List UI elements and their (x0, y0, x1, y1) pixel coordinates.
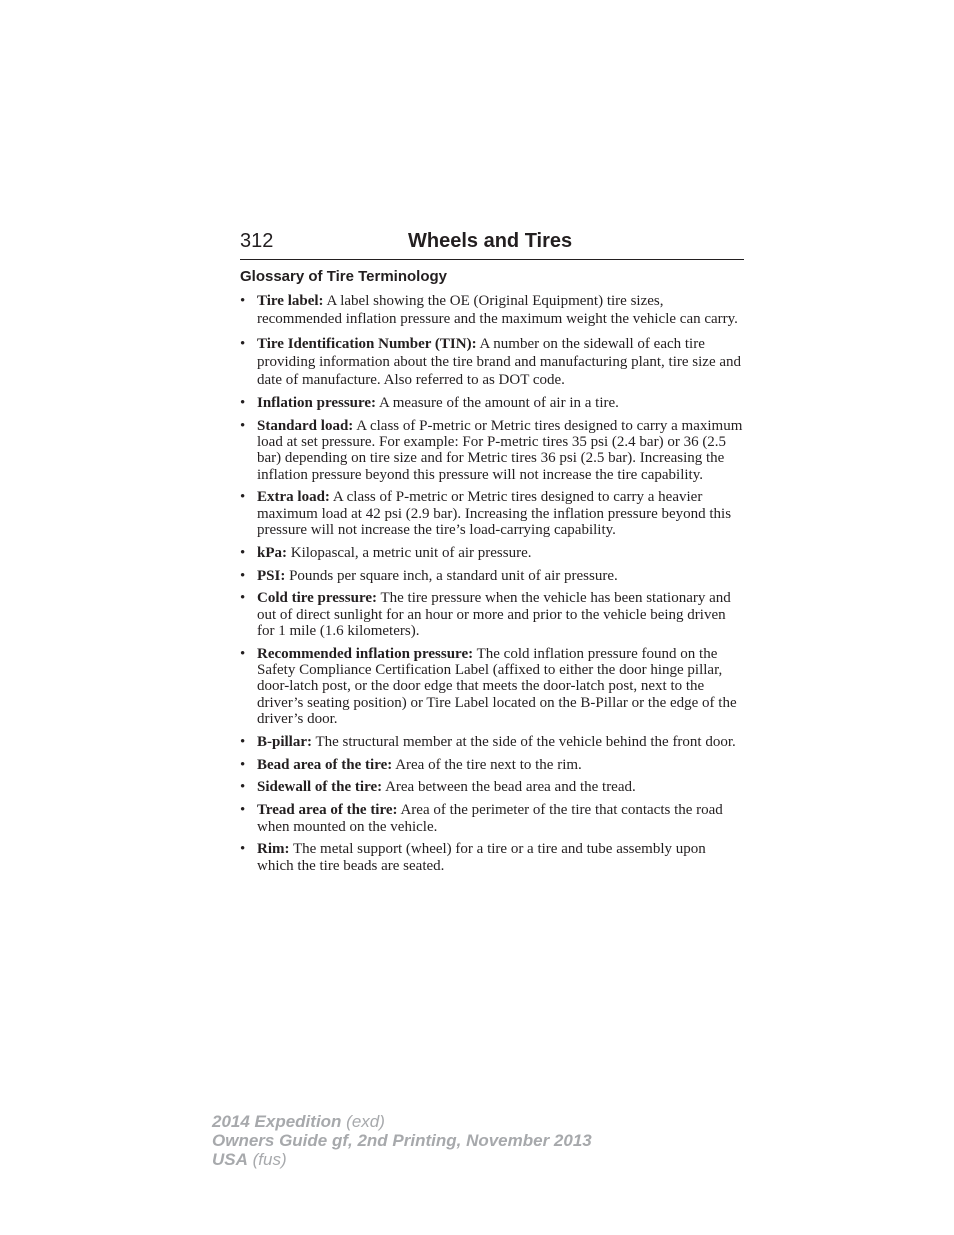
glossary-definition: The metal support (wheel) for a tire or a tire and tube assembly upon which the tire beads are seated. (257, 841, 706, 874)
glossary-term: Sidewall of the tire: (257, 779, 383, 796)
glossary-term: Extra load: (257, 489, 330, 506)
footer-model: 2014 Expedition (212, 1112, 342, 1131)
bullet-icon: • (240, 733, 246, 750)
bullet-icon: • (240, 489, 246, 506)
bullet-icon: • (240, 335, 246, 352)
glossary-item-kpa (240, 545, 746, 561)
glossary-item-tire-label (240, 292, 746, 328)
glossary-term: Inflation pressure: (257, 395, 377, 411)
glossary-item-tread-area (240, 802, 746, 835)
glossary-item-standard-load (240, 418, 746, 483)
glossary-item-tin (240, 335, 746, 389)
footer-model-code: (exd) (346, 1112, 385, 1131)
glossary-item-extra-load (240, 489, 746, 538)
glossary-definition: A measure of the amount of air in a tire. (378, 395, 619, 411)
glossary-term: Tread area of the tire: (257, 802, 398, 819)
glossary-term: Rim: (257, 841, 290, 858)
glossary-definition: Kilopascal, a metric unit of air pressure. (290, 544, 532, 561)
glossary-definition: Area between the bead area and the tread. (385, 779, 636, 796)
bullet-icon: • (240, 756, 246, 773)
glossary-definition: Area of the tire next to the rim. (395, 756, 582, 773)
glossary-term: Tire label: (257, 293, 324, 309)
glossary-item-b-pillar (240, 734, 746, 750)
glossary-item-sidewall (240, 779, 746, 795)
glossary-item-rim (240, 841, 746, 874)
footer-line-guide (212, 1131, 592, 1150)
page-number: 312 (240, 230, 274, 252)
bullet-icon: • (240, 417, 246, 434)
bullet-icon: • (240, 802, 246, 819)
glossary-term: Standard load: (257, 417, 354, 434)
footer-market: USA (212, 1150, 248, 1169)
glossary-definition: Pounds per square inch, a standard unit of air pressure. (289, 567, 618, 584)
page-header (240, 228, 744, 260)
bullet-icon: • (240, 779, 246, 796)
glossary-term: Bead area of the tire: (257, 756, 393, 773)
glossary-term: Recommended inflation pressure: (257, 645, 474, 662)
glossary-item-psi (240, 568, 746, 584)
bullet-icon: • (240, 395, 246, 411)
footer-line-market (212, 1150, 592, 1169)
page-footer (212, 1112, 592, 1169)
glossary-definition: A class of P-metric or Metric tires designed to carry a maximum load at set pressure. For example: For P-metric tires 35 psi (2.4 bar) or 36 (2.5 bar) depending on tire size and for Metric tires 36 psi (2.5 bar). Increasing the inflation pressure beyond this pressure will not increase the tire capability. (257, 417, 743, 483)
glossary-term: B-pillar: (257, 733, 312, 750)
glossary-definition: The structural member at the side of the vehicle behind the front door. (315, 733, 736, 750)
glossary-definition: Area of the perimeter of the tire that contacts the road when mounted on the vehicle. (257, 802, 723, 835)
glossary-list (240, 292, 746, 880)
footer-line-model (212, 1112, 592, 1131)
bullet-icon: • (240, 590, 246, 607)
footer-guide: Owners Guide gf, 2nd Printing, November 2013 (212, 1131, 592, 1150)
glossary-definition: The cold inflation pressure found on the Safety Compliance Certification Label (affixed to either the door hinge pillar, door-latch post, or the door edge that meets the door-latch post, next to the driver’s seating position) or Tire Label located on the B-Pillar or the edge of the driver’s door. (257, 645, 737, 728)
bullet-icon: • (240, 293, 246, 309)
glossary-item-bead-area (240, 757, 746, 773)
glossary-term: Tire Identification Number (TIN): (257, 335, 477, 352)
glossary-term: PSI: (257, 567, 286, 584)
glossary-term: Cold tire pressure: (257, 590, 377, 607)
section-title: Glossary of Tire Terminology (240, 268, 447, 285)
bullet-icon: • (240, 841, 246, 858)
glossary-item-recommended-inflation-pressure (240, 646, 746, 727)
glossary-item-inflation-pressure (240, 395, 746, 411)
glossary-definition: The tire pressure when the vehicle has been stationary and out of direct sunlight for an hour or more and prior to the vehicle being driven for 1 mile (1.6 kilometers). (257, 590, 731, 640)
glossary-term: kPa: (257, 544, 287, 561)
glossary-item-cold-tire-pressure (240, 590, 746, 639)
bullet-icon: • (240, 544, 246, 561)
bullet-icon: • (240, 645, 246, 662)
bullet-icon: • (240, 567, 246, 584)
glossary-definition: A number on the sidewall of each tire providing information about the tire brand and manufacturing plant, tire size and date of manufacture. Also referred to as DOT code. (257, 335, 742, 388)
glossary-definition: A label showing the OE (Original Equipment) tire sizes, recommended inflation pressure and the maximum weight the vehicle can carry. (257, 293, 738, 327)
glossary-definition: A class of P-metric or Metric tires designed to carry a heavier maximum load at 42 psi (2.9 bar). Increasing the inflation pressure beyond this pressure will not increase the tire’s load-carrying capability. (257, 489, 732, 539)
footer-market-code: (fus) (252, 1150, 287, 1169)
chapter-title: Wheels and Tires (408, 230, 573, 252)
